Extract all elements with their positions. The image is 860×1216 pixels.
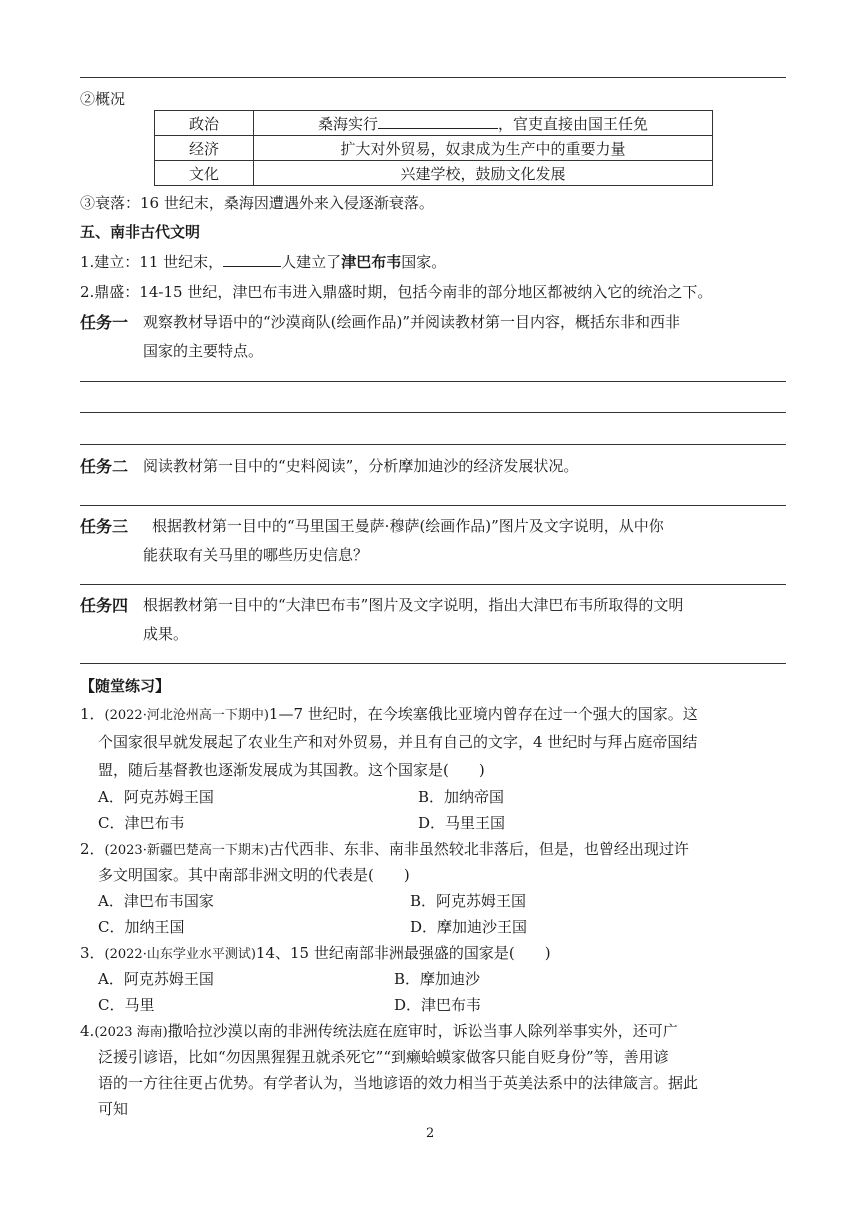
option-d[interactable]: D．津巴布韦: [394, 996, 482, 1014]
task-text: 根据教材第一目中的“马里国王曼萨·穆萨(绘画作品)”图片及文字说明，从中你: [152, 517, 664, 535]
option-d[interactable]: D．马里王国: [418, 814, 506, 832]
page-number: 2: [426, 1126, 435, 1141]
question-4: [80, 1020, 678, 1041]
line-text: 人建立了: [281, 253, 342, 271]
practice-title: 【随堂练习】: [80, 677, 171, 695]
question-source: (2022·山东学业水平测试): [104, 947, 256, 962]
option-a[interactable]: A．阿克苏姆王国: [98, 788, 214, 806]
answer-line[interactable]: [80, 444, 786, 445]
question-number: 1．: [80, 705, 105, 723]
task-label: 任务二: [80, 457, 129, 476]
decline-line: ③衰落：16 世纪末，桑海因遭遇外来入侵逐渐衰落。: [80, 194, 434, 212]
fill-blank[interactable]: [378, 114, 498, 129]
question-number: 2．: [80, 840, 105, 858]
answer-line[interactable]: [80, 412, 786, 413]
task-text: 能获取有关马里的哪些历史信息？: [143, 546, 369, 564]
option-c[interactable]: C．马里: [98, 996, 155, 1014]
overview-heading: ②概况: [80, 90, 126, 108]
question-source: (2023 海南): [94, 1025, 168, 1040]
row-value: 兴建学校，鼓励文化发展: [254, 161, 713, 186]
option-c[interactable]: C．津巴布韦: [98, 814, 185, 832]
question-text: 语的一方往往更占优势。有学者认为，当地谚语的效力相当于英美法系中的法律箴言。据此: [98, 1074, 699, 1092]
question-text: 古代西非、东非、南非虽然较北非落后，但是，也曾经出现过许: [268, 840, 689, 858]
row-value: 扩大对外贸易，奴隶成为生产中的重要力量: [254, 136, 713, 161]
task-label: 任务四: [80, 596, 129, 615]
task-text: 国家的主要特点。: [143, 342, 264, 360]
option-a[interactable]: A．阿克苏姆王国: [98, 970, 214, 988]
question-number: 4.: [80, 1022, 95, 1040]
question-number: 3．: [80, 944, 105, 962]
task-label: 任务一: [80, 313, 129, 332]
question-3: [80, 942, 551, 963]
question-text: 可知: [98, 1100, 129, 1118]
line-text: 1.建立：11 世纪末，: [80, 253, 224, 271]
row-value: [254, 111, 713, 136]
task-label: 任务三: [80, 517, 129, 536]
task-text: 根据教材第一目中的“大津巴布韦”图片及文字说明，指出大津巴布韦所取得的文明: [143, 596, 684, 614]
row-key: 文化: [155, 161, 254, 186]
row-text-after: ，官吏直接由国王任免: [498, 114, 649, 133]
question-text: 撒哈拉沙漠以南的非洲传统法庭在庭审时，诉讼当事人除列举事实外，还可广: [167, 1022, 678, 1040]
line-text: 国家。: [401, 253, 447, 271]
option-c[interactable]: C．加纳王国: [98, 918, 185, 936]
question-2: [80, 838, 689, 859]
question-source: (2023·新疆巴楚高一下期末): [104, 843, 269, 858]
table-row: [155, 111, 713, 136]
question-text: 个国家很早就发展起了农业生产和对外贸易，并且有自己的文字，4 世纪时与拜占庭帝国结: [98, 733, 698, 751]
option-b[interactable]: B．阿克苏姆王国: [410, 892, 527, 910]
row-key: 政治: [155, 111, 254, 136]
task-text: 成果。: [143, 625, 189, 643]
section-title: 五、南非古代文明: [80, 223, 201, 241]
section-line-1: [80, 251, 446, 272]
answer-line[interactable]: [80, 584, 786, 585]
question-1: [80, 703, 698, 724]
table-row: [155, 161, 713, 186]
overview-table: [154, 110, 713, 186]
task-text: 阅读教材第一目中的“史料阅读”，分析摩加迪沙的经济发展状况。: [143, 457, 579, 475]
option-d[interactable]: D．摩加迪沙王国: [410, 918, 528, 936]
answer-line[interactable]: [80, 381, 786, 382]
option-b[interactable]: B．加纳帝国: [418, 788, 505, 806]
question-text: 14、15 世纪南部非洲最强盛的国家是( ): [255, 944, 551, 962]
row-key: 经济: [155, 136, 254, 161]
section-line-2: 2.鼎盛：14-15 世纪，津巴布韦进入鼎盛时期，包括今南非的部分地区都被纳入它的统治之下。: [80, 283, 713, 301]
answer-line[interactable]: [80, 505, 786, 506]
question-text: 泛援引谚语，比如“勿因黑猩猩丑就杀死它”“到癞蛤蟆家做客只能自贬身份”等，善用谚: [98, 1048, 669, 1066]
table-row: [155, 136, 713, 161]
top-rule: [80, 77, 786, 78]
task-text: 观察教材导语中的“沙漠商队(绘画作品)”并阅读教材第一目内容，概括东非和西非: [143, 313, 681, 331]
question-text: 多文明国家。其中南部非洲文明的代表是( ): [98, 866, 410, 884]
question-text: 1—7 世纪时，在今埃塞俄比亚境内曾存在过一个强大的国家。这: [268, 705, 698, 723]
question-source: (2022·河北沧州高一下期中): [104, 708, 269, 723]
highlight-term: 津巴布韦: [341, 253, 402, 271]
option-a[interactable]: A．津巴布韦国家: [98, 892, 214, 910]
answer-line[interactable]: [80, 663, 786, 664]
fill-blank[interactable]: [223, 252, 281, 267]
option-b[interactable]: B．摩加迪沙: [394, 970, 481, 988]
question-text: 盟，随后基督教也逐渐发展成为其国教。这个国家是( ): [98, 761, 485, 779]
row-text-before: 桑海实行: [317, 114, 378, 133]
